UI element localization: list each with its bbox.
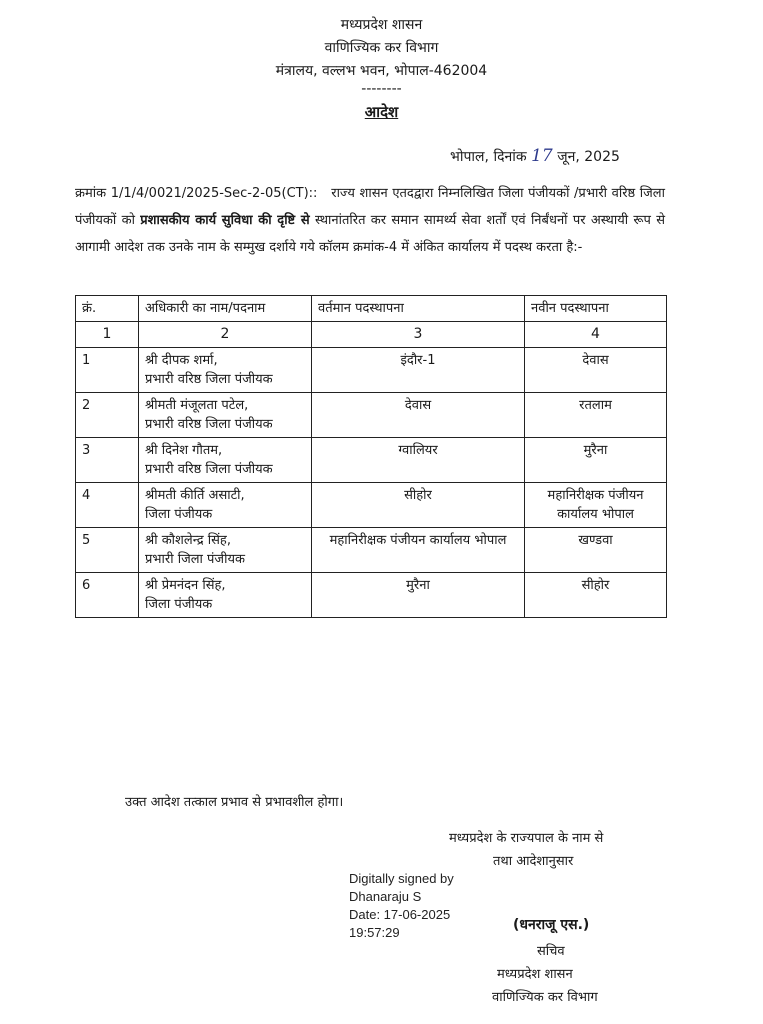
row-current-posting: ग्वालियर bbox=[312, 438, 525, 483]
row-new-posting: देवास bbox=[525, 348, 667, 393]
transfer-table bbox=[75, 295, 667, 618]
row-new-posting: मुरैना bbox=[525, 438, 667, 483]
table-row bbox=[76, 573, 667, 618]
handwritten-date: 17 bbox=[531, 146, 553, 166]
officer-name: श्री प्रेमनंदन सिंह, bbox=[145, 578, 226, 593]
row-sno: 3 bbox=[76, 438, 139, 483]
table-row bbox=[76, 483, 667, 528]
officer-name: श्री दिनेश गौतम, bbox=[145, 443, 223, 458]
digital-signature-block bbox=[349, 870, 454, 942]
header-department: वाणिज्यिक कर विभाग bbox=[324, 40, 439, 56]
table-row bbox=[76, 348, 667, 393]
digital-signature-time: 19:57:29 bbox=[349, 925, 400, 940]
header-officer: अधिकारी का नाम/पदनाम bbox=[139, 296, 312, 322]
header-new-posting: नवीन पदस्थापना bbox=[525, 296, 667, 322]
signatory-name: (धनराजू एस.) bbox=[513, 917, 590, 933]
col-number: 1 bbox=[76, 322, 139, 348]
effect-statement: उक्त आदेश तत्काल प्रभाव से प्रभावशील होगा। bbox=[125, 795, 344, 810]
order-paragraph bbox=[75, 180, 665, 261]
row-officer bbox=[139, 573, 312, 618]
col-number: 3 bbox=[312, 322, 525, 348]
header-separator: -------- bbox=[361, 81, 402, 97]
officer-designation: प्रभारी वरिष्ठ जिला पंजीयक bbox=[145, 462, 273, 477]
signatory-department: वाणिज्यिक कर विभाग bbox=[492, 990, 598, 1005]
table-header-row bbox=[76, 296, 667, 322]
row-officer bbox=[139, 528, 312, 573]
row-current-posting: देवास bbox=[312, 393, 525, 438]
row-officer bbox=[139, 393, 312, 438]
governor-line-1: मध्यप्रदेश के राज्यपाल के नाम से bbox=[449, 831, 604, 846]
col-number: 4 bbox=[525, 322, 667, 348]
table-row bbox=[76, 393, 667, 438]
date-line bbox=[450, 146, 620, 166]
row-current-posting: मुरैना bbox=[312, 573, 525, 618]
row-sno: 5 bbox=[76, 528, 139, 573]
header-government: मध्यप्रदेश शासन bbox=[340, 17, 423, 33]
officer-name: श्री दीपक शर्मा, bbox=[145, 353, 218, 368]
header-address: मंत्रालय, वल्लभ भवन, भोपाल-462004 bbox=[275, 63, 488, 79]
signatory-designation: सचिव bbox=[537, 944, 565, 959]
digital-signature-line: Digitally signed by bbox=[349, 871, 454, 886]
col-number: 2 bbox=[139, 322, 312, 348]
row-new-posting: रतलाम bbox=[525, 393, 667, 438]
row-officer bbox=[139, 483, 312, 528]
header-sno: क्रं. bbox=[76, 296, 139, 322]
officer-designation: प्रभारी जिला पंजीयक bbox=[145, 552, 245, 567]
officer-name: श्रीमती कीर्ति असाटी, bbox=[145, 488, 245, 503]
row-current-posting: इंदौर-1 bbox=[312, 348, 525, 393]
officer-designation: जिला पंजीयक bbox=[145, 507, 213, 522]
table-column-number-row bbox=[76, 322, 667, 348]
table-row bbox=[76, 438, 667, 483]
row-officer bbox=[139, 438, 312, 483]
governor-line-2: तथा आदेशानुसार bbox=[493, 854, 574, 869]
row-sno: 1 bbox=[76, 348, 139, 393]
row-new-posting: खण्डवा bbox=[525, 528, 667, 573]
date-month-year: जून, 2025 bbox=[557, 149, 620, 165]
officer-designation: जिला पंजीयक bbox=[145, 597, 213, 612]
ref-number: क्रमांक 1/1/4/0021/2025-Sec-2-05(CT):: bbox=[75, 186, 318, 201]
officer-designation: प्रभारी वरिष्ठ जिला पंजीयक bbox=[145, 372, 273, 387]
row-new-posting: सीहोर bbox=[525, 573, 667, 618]
row-current-posting: महानिरीक्षक पंजीयन कार्यालय भोपाल bbox=[312, 528, 525, 573]
row-sno: 6 bbox=[76, 573, 139, 618]
table-row bbox=[76, 528, 667, 573]
date-prefix: भोपाल, दिनांक bbox=[450, 149, 527, 165]
digital-signature-name: Dhanaraju S bbox=[349, 889, 422, 904]
row-sno: 2 bbox=[76, 393, 139, 438]
order-title: आदेश bbox=[364, 103, 399, 121]
row-officer bbox=[139, 348, 312, 393]
paragraph-text-2: स्थानांतरित कर समान सामर्थ्य सेवा शर्तों एवं निर्बंधनों पर अस्थायी रूप से आगामी आदेश तक उनके नाम के सम्मुख दर्शाये गये कॉलम क्रमांक-4 में अंकित कार्यालय में पदस्थ करता है:- bbox=[75, 213, 665, 255]
row-current-posting: सीहोर bbox=[312, 483, 525, 528]
row-new-posting: महानिरीक्षक पंजीयन कार्यालय भोपाल bbox=[525, 483, 667, 528]
digital-signature-date: Date: 17-06-2025 bbox=[349, 907, 451, 922]
header-current-posting: वर्तमान पदस्थापना bbox=[312, 296, 525, 322]
paragraph-text-1: राज्य शासन एतदद्वारा निम्नलिखित जिला पंजीयकों /प्रभारी वरिष्ठ जिला पंजीयकों को bbox=[75, 186, 665, 228]
officer-designation: प्रभारी वरिष्ठ जिला पंजीयक bbox=[145, 417, 273, 432]
officer-name: श्री कौशलेन्द्र सिंह, bbox=[145, 533, 231, 548]
signatory-state: मध्यप्रदेश शासन bbox=[497, 967, 573, 982]
paragraph-bold-text: प्रशासकीय कार्य सुविधा की दृष्टि से bbox=[140, 213, 310, 228]
row-sno: 4 bbox=[76, 483, 139, 528]
officer-name: श्रीमती मंजूलता पटेल, bbox=[145, 398, 249, 413]
